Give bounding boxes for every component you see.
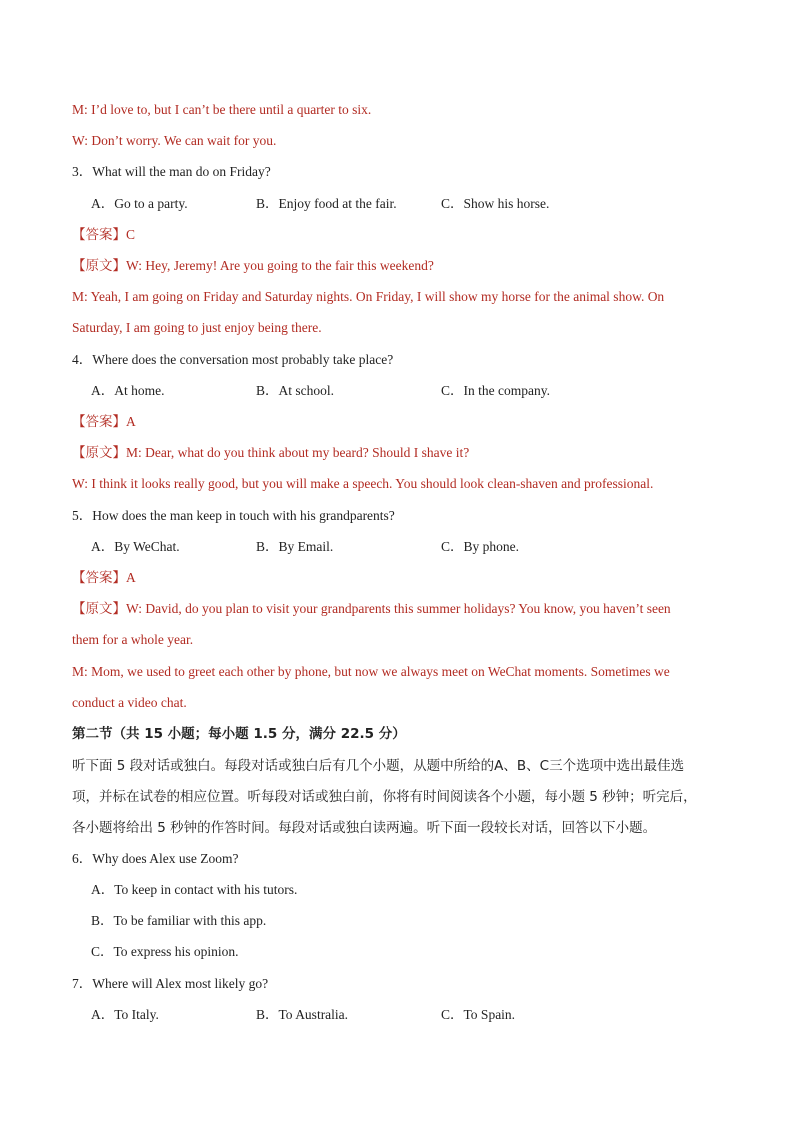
answer-tag: 【答案】 bbox=[72, 570, 126, 586]
q4-answer bbox=[72, 412, 136, 432]
q5-option-b: B．By Email. bbox=[256, 539, 334, 554]
q3-transcript-start bbox=[72, 256, 434, 276]
instruction-line: 各小题将给出 5 秒钟的作答时间。每段对话或独白读两遍。听下面一段较长对话，回答以下小题。 bbox=[72, 820, 657, 836]
q5-option-c: C．By phone. bbox=[441, 539, 520, 554]
transcript-line: M: I’d love to, but I can’t be there until a quarter to six. bbox=[72, 102, 372, 117]
question-4: 4．Where does the conversation most probably take place? bbox=[72, 352, 394, 367]
q6-option-b: B．To be familiar with this app. bbox=[91, 913, 267, 928]
answer-value: A bbox=[126, 414, 136, 429]
q4-option-c: C．In the company. bbox=[441, 383, 550, 398]
question-6: 6．Why does Alex use Zoom? bbox=[72, 851, 239, 866]
transcript-line: W: David, do you plan to visit your grandparents this summer holidays? You know, you haven’t seen bbox=[126, 601, 671, 616]
transcript-line: W: Don’t worry. We can wait for you. bbox=[72, 133, 277, 148]
transcript-tag: 【原文】 bbox=[72, 601, 126, 617]
question-3: 3．What will the man do on Friday? bbox=[72, 164, 271, 179]
q6-option-c: C．To express his opinion. bbox=[91, 944, 239, 959]
transcript-line: W: I think it looks really good, but you will make a speech. You should look clean-shaven and professional. bbox=[72, 476, 654, 491]
q3-option-c: C．Show his horse. bbox=[441, 196, 550, 211]
q5-answer bbox=[72, 568, 136, 588]
q3-answer bbox=[72, 225, 135, 245]
transcript-line: M: Yeah, I am going on Friday and Saturday nights. On Friday, I will show my horse for the animal show. On bbox=[72, 289, 665, 304]
q4-option-b: B．At school. bbox=[256, 383, 335, 398]
q3-option-a: A．Go to a party. bbox=[91, 196, 188, 211]
transcript-line: them for a whole year. bbox=[72, 632, 194, 647]
q6-option-a: A．To keep in contact with his tutors. bbox=[91, 882, 298, 897]
answer-tag: 【答案】 bbox=[72, 414, 126, 430]
q3-option-b: B．Enjoy food at the fair. bbox=[256, 196, 397, 211]
q4-option-a: A．At home. bbox=[91, 383, 165, 398]
q7-option-a: A．To Italy. bbox=[91, 1007, 159, 1022]
q7-option-c: C．To Spain. bbox=[441, 1007, 516, 1022]
transcript-tag: 【原文】 bbox=[72, 445, 126, 461]
answer-tag: 【答案】 bbox=[72, 227, 126, 243]
transcript-line: conduct a video chat. bbox=[72, 695, 187, 710]
instruction-line: 听下面 5 段对话或独白。每段对话或独白后有几个小题，从题中所给的A、B、C三个选项中选出最佳选 bbox=[72, 758, 685, 774]
question-5: 5．How does the man keep in touch with his grandparents? bbox=[72, 508, 395, 523]
q4-transcript-start bbox=[72, 443, 469, 463]
q5-option-a: A．By WeChat. bbox=[91, 539, 180, 554]
q7-option-b: B．To Australia. bbox=[256, 1007, 349, 1022]
transcript-line: M: Dear, what do you think about my beard? Should I shave it? bbox=[126, 445, 470, 460]
transcript-line: W: Hey, Jeremy! Are you going to the fair this weekend? bbox=[126, 258, 434, 273]
answer-value: A bbox=[126, 570, 136, 585]
q5-transcript-start bbox=[72, 599, 671, 619]
answer-value: C bbox=[126, 227, 136, 242]
transcript-line: M: Mom, we used to greet each other by phone, but now we always meet on WeChat moments. Sometimes we bbox=[72, 664, 670, 679]
section-heading: 第二节（共 15 小题；每小题 1.5 分，满分 22.5 分） bbox=[72, 726, 406, 742]
transcript-tag: 【原文】 bbox=[72, 258, 126, 274]
question-7: 7．Where will Alex most likely go? bbox=[72, 976, 269, 991]
instruction-line: 项，并标在试卷的相应位置。听每段对话或独白前，你将有时间阅读各个小题，每小题 5 秒钟；听完后， bbox=[72, 789, 697, 805]
transcript-line: Saturday, I am going to just enjoy being there. bbox=[72, 320, 322, 335]
